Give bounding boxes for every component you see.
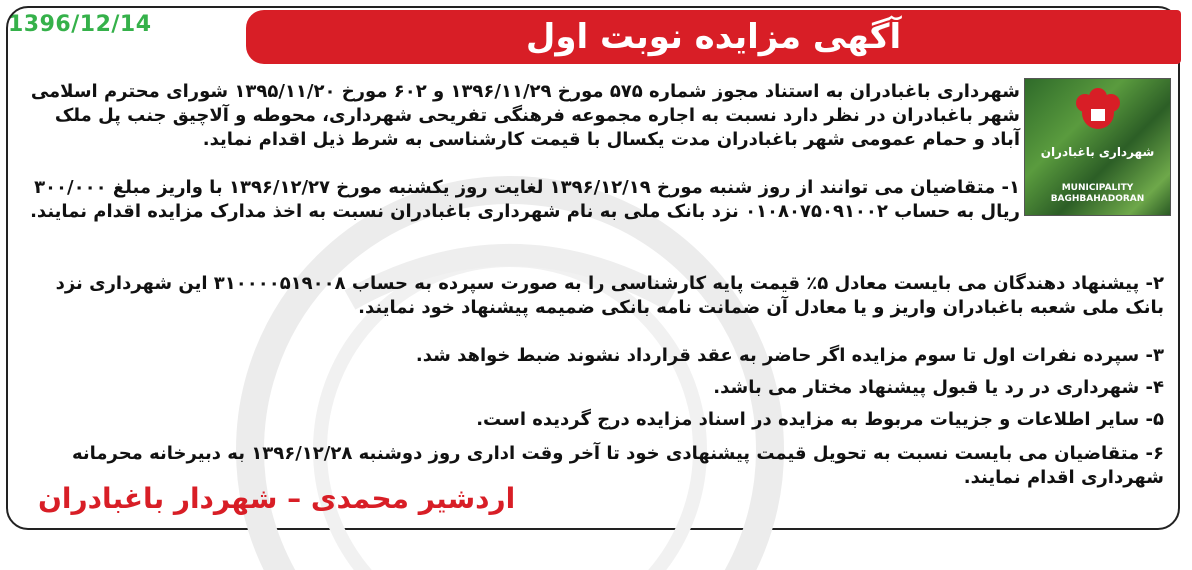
logo-en-line1: MUNICIPALITY — [1061, 183, 1134, 193]
logo-emblem-icon — [1025, 83, 1171, 153]
condition-item-5: ۵- سایر اطلاعات و جزییات مربوط به مزایده در اسناد مزایده درج گردیده است. — [476, 409, 1164, 430]
condition-item-4: ۴- شهرداری در رد یا قبول پیشنهاد مختار می باشد. — [713, 377, 1164, 398]
logo-en-line2: BAGHBAHADORAN — [1050, 194, 1145, 204]
intro-paragraph: شهرداری باغبادران به استناد مجوز شماره ۵۷۵ مورخ ۱۳۹۶/۱۱/۲۹ و ۶۰۲ مورخ ۱۳۹۵/۱۱/۲۰ شورای محترم اسلامی شهر باغبادران در نظر دارد نسبت به اجاره مجموعه فرهنگی تفریحی شهرداری، محوطه و آلاچیق جنب پل ملک آباد و حمام عمومی شهر باغبادران مدت یکسال با قیمت کارشناسی به شرط ذیل اقدام نماید. — [30, 81, 1020, 150]
condition-item-3: ۳- سپرده نفرات اول تا سوم مزایده اگر حاضر به عقد قرارداد نشوند ضبط خواهد شد. — [415, 345, 1164, 366]
condition-item-6: ۶- متقاضیان می بایست نسبت به تحویل قیمت پیشنهادی خود تا آخر وقت اداری روز دوشنبه ۱۳۹۶/۱۲/۲۸ به دبیرخانه محرمانه شهرداری اقدام نمایند. — [71, 443, 1164, 488]
notice-title: آگهی مزایده نوبت اول — [525, 17, 902, 57]
condition-item-2: ۲- پیشنهاد دهندگان می بایست معادل ۵٪ قیمت پایه کارشناسی را به صورت سپرده به حساب ۳۱۰۰۰۰۵۱۹۰۰۸ این شهرداری نزد بانک ملی شعبه باغبادران واریز و یا معادل آن ضمانت نامه بانکی ضمیمه پیشنهاد خود نمایند. — [55, 273, 1164, 318]
logo-persian-name: شهرداری باغبادران — [1040, 145, 1155, 159]
logo-english-name — [1025, 183, 1170, 205]
mayor-signature: اردشیر محمدی – شهردار باغبادران — [38, 482, 516, 515]
date-stamp: 1396/12/14 — [8, 12, 152, 37]
municipality-logo — [1024, 78, 1171, 216]
condition-item-1: ۱- متقاضیان می توانند از روز شنبه مورخ ۱۳۹۶/۱۲/۱۹ لغایت روز یکشنبه مورخ ۱۳۹۶/۱۲/۲۷ با واریز مبلغ ۳۰۰/۰۰۰ ریال به حساب ۰۱۰۸۰۷۵۰۹۱۰۰۲ نزد بانک ملی به نام شهرداری باغبادران نسبت به اخذ مدارک مزایده اقدام نمایند. — [30, 177, 1020, 222]
